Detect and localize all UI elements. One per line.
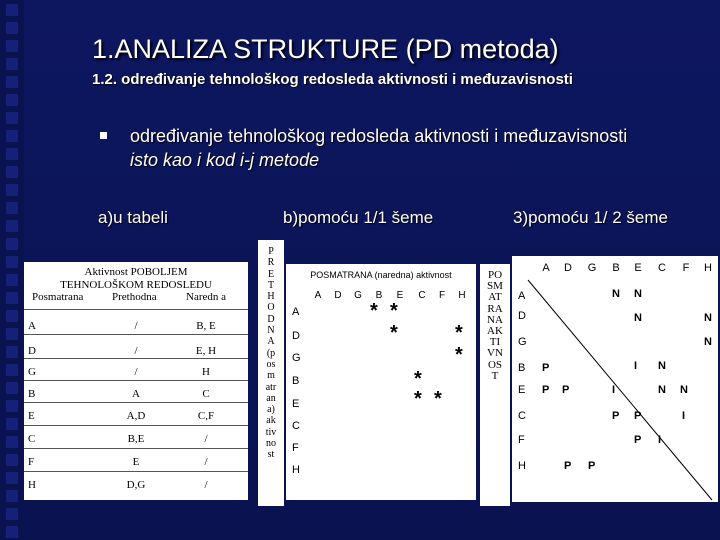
scheme-b-col-header: H [458, 290, 466, 301]
decor-square [6, 310, 18, 322]
slide-subtitle: 1.2. određivanje tehnološkog redosleda aktivnosti i međuzavisnosti [92, 71, 573, 88]
vertical-fragment: O [267, 302, 275, 314]
table-row-divider [24, 448, 248, 449]
table-title-1: Aktivnost POBOLJEM [84, 266, 188, 278]
relation-mark-p: P [634, 434, 642, 446]
decor-square [6, 220, 18, 232]
scheme-c-row-header: B [518, 362, 526, 374]
relation-mark-n: N [658, 360, 666, 372]
table-cell: / [134, 320, 138, 332]
table-cell: / [134, 345, 138, 357]
scheme-c-row-header: E [518, 384, 526, 396]
label-c: 3)pomoću 1/ 2 šeme [513, 208, 668, 227]
table-cell: C,F [197, 410, 215, 422]
decor-square [6, 292, 18, 304]
vertical-fragment: NA [487, 313, 503, 326]
decor-square [6, 490, 18, 502]
decor-square [6, 526, 18, 538]
scheme-c-row-header: F [518, 434, 525, 446]
relation-mark-p: P [634, 410, 642, 422]
scheme-b-col-header: C [418, 290, 426, 301]
relation-mark-i: I [612, 384, 616, 396]
dependency-star: * [390, 322, 398, 344]
scheme-c-row-header: D [518, 310, 526, 322]
vertical-fragment: OS [487, 358, 503, 371]
table-row-divider [24, 380, 248, 381]
scheme-b-col-header: D [334, 290, 342, 301]
table-cell: A [132, 388, 140, 400]
relation-mark-n: N [612, 288, 620, 300]
decor-square [6, 454, 18, 466]
vertical-fragment: D [267, 313, 275, 325]
scheme-c-row-header: A [518, 290, 526, 302]
dependency-star: * [390, 300, 398, 322]
scheme-b-col-header: A [314, 290, 322, 301]
scheme-c-row-header: H [518, 460, 526, 472]
label-a: a)u tabeli [98, 208, 168, 227]
vertical-fragment: P [268, 246, 274, 257]
dependency-star: * [455, 344, 463, 366]
scheme-c-col-header: G [587, 262, 597, 274]
decor-square [6, 418, 18, 430]
table-cell: A [28, 320, 36, 332]
relation-mark-p: P [542, 362, 550, 374]
decor-square [6, 76, 18, 88]
relation-mark-n: N [634, 312, 642, 324]
table-row-divider [24, 425, 248, 426]
slide-title: 1.ANALIZA STRUKTURE (PD metoda) [92, 34, 559, 64]
table-cell: G [28, 366, 36, 378]
vertical-fragment: a) [267, 404, 275, 416]
relation-mark-p: P [542, 384, 550, 396]
decor-square [6, 166, 18, 178]
dependency-star: * [414, 388, 422, 410]
table-title-2: TEHNOLOŠKOM REDOSLEDU [60, 279, 212, 291]
scheme-c-col-header: B [612, 262, 620, 274]
scheme-b-row-header: B [292, 375, 300, 387]
scheme-c-col-header: H [704, 262, 712, 274]
sequence-table [24, 262, 248, 500]
vertical-fragment: os [266, 358, 276, 370]
table-row-divider [24, 334, 248, 335]
scheme-b-row-header: A [292, 306, 300, 318]
decor-square [6, 112, 18, 124]
decor-square [6, 436, 18, 448]
relation-mark-n: N [680, 384, 688, 396]
scheme-c-row-header: C [518, 410, 526, 422]
scheme-b-row-header: C [292, 420, 300, 432]
header-naredna: Naredn a [186, 291, 227, 303]
vertical-fragment: RA [487, 302, 503, 315]
vertical-fragment: an [266, 392, 276, 404]
vertical-fragment: (p [266, 347, 276, 359]
table-cell: H [28, 479, 36, 491]
table-row-divider [24, 402, 248, 403]
scheme-b-row-header: H [292, 464, 300, 476]
decor-square [6, 346, 18, 358]
vertical-fragment: VN [487, 347, 503, 360]
relation-mark-p: P [564, 460, 572, 472]
vertical-fragment: tiv [265, 426, 277, 438]
table-row-divider [24, 358, 248, 359]
table-cell: A,D [126, 410, 146, 422]
decor-square [6, 274, 18, 286]
dependency-star: * [414, 368, 422, 390]
vertical-fragment: no [266, 438, 276, 450]
vertical-fragment: E [267, 268, 275, 280]
dependency-star: * [370, 300, 378, 322]
table-cell: E, H [195, 345, 217, 357]
vertical-fragment: AK [487, 325, 503, 338]
vertical-fragment: PO [487, 269, 503, 281]
decor-square [6, 364, 18, 376]
scheme-c-row-header: G [518, 336, 527, 348]
left-decor-strip [0, 0, 24, 540]
scheme-c-col-header: C [658, 262, 666, 274]
vertical-fragment: A [267, 336, 275, 348]
decor-square [6, 202, 18, 214]
relation-mark-i: I [682, 410, 686, 422]
header-posmatrana: Posmatrana [32, 291, 84, 303]
vertical-fragment: R [267, 257, 275, 269]
scheme-b-vertical-label [258, 240, 284, 506]
relation-mark-n: N [658, 384, 666, 396]
table-cell: / [134, 366, 138, 378]
decor-square [6, 22, 18, 34]
bullet-line-2: isto kao i kod i-j metode [130, 150, 320, 170]
decor-square [6, 94, 18, 106]
scheme-b-col-header: G [354, 290, 362, 301]
table-cell: F [28, 456, 35, 468]
scheme-c-col-header: D [564, 262, 572, 274]
relation-mark-p: P [588, 460, 596, 472]
relation-mark-p: P [562, 384, 570, 396]
relation-mark-i: I [658, 434, 662, 446]
scheme-c-col-header: E [634, 262, 642, 274]
scheme-c-col-header: A [542, 262, 550, 274]
decor-square [6, 4, 18, 16]
scheme-b-title: POSMATRANA (naredna) aktivnost [310, 270, 452, 280]
table-cell: B, E [196, 320, 216, 332]
bullet-marker [100, 132, 107, 139]
bullet-text [130, 124, 627, 172]
relation-mark-n: N [704, 336, 712, 348]
decor-square [6, 40, 18, 52]
vertical-fragment: H [267, 291, 275, 303]
dependency-star: * [434, 388, 442, 410]
decor-square [6, 256, 18, 268]
vertical-fragment: AT [488, 291, 502, 304]
table-cell: E [28, 410, 35, 422]
table-row-divider [24, 309, 248, 310]
vertical-fragment: m [267, 370, 275, 382]
decor-square [6, 58, 18, 70]
relation-mark-p: P [612, 410, 620, 422]
table-cell: C [28, 433, 36, 445]
table-cell: / [204, 456, 208, 468]
decor-square [6, 472, 18, 484]
decor-square [6, 328, 18, 340]
label-b: b)pomoću 1/1 šeme [283, 208, 434, 227]
scheme-b-row-header: G [292, 352, 301, 364]
decor-square [6, 148, 18, 160]
scheme-b-row-header: F [292, 442, 299, 454]
scheme-b-col-header: F [438, 290, 446, 301]
scheme-b-col-header: B [375, 290, 383, 301]
scheme-b-grid [286, 264, 476, 500]
decor-square [6, 184, 18, 196]
scheme-b-col-header: E [396, 290, 404, 301]
table-cell: B [28, 388, 36, 400]
relation-mark-i: I [634, 360, 638, 372]
scheme-b-row-header: D [292, 330, 300, 342]
relation-mark-n: N [704, 312, 712, 324]
vertical-fragment: SM [487, 280, 503, 293]
vertical-fragment: ak [266, 415, 276, 427]
vertical-fragment: T [491, 369, 499, 382]
table-cell: E [132, 456, 140, 468]
header-prethodna: Prethodna [112, 291, 157, 303]
decor-square [6, 508, 18, 520]
decor-square [6, 130, 18, 142]
table-cell: C [202, 388, 210, 400]
vertical-fragment: atr [265, 381, 277, 393]
vertical-fragment: st [267, 449, 275, 461]
decor-square [6, 238, 18, 250]
bullet-line-1: određivanje tehnološkog redosleda aktivnosti i međuzavisnosti [130, 126, 628, 146]
vertical-fragment: T [267, 279, 275, 291]
relation-mark-n: N [634, 288, 642, 300]
table-cell: / [204, 433, 208, 445]
scheme-c-grid [512, 256, 718, 502]
vertical-fragment: TI [489, 336, 501, 349]
dependency-star: * [455, 322, 463, 344]
decor-square [6, 382, 18, 394]
scheme-b-row-header: E [292, 398, 300, 410]
vertical-fragment: N [267, 325, 275, 337]
table-cell: / [204, 479, 208, 491]
table-cell: D [28, 345, 36, 357]
table-cell: H [202, 366, 210, 378]
table-cell: D,G [126, 479, 146, 491]
scheme-c-vertical-label [480, 264, 510, 506]
table-row-divider [24, 471, 248, 472]
decor-square [6, 400, 18, 412]
scheme-c-col-header: F [682, 262, 690, 274]
table-cell: B,E [127, 433, 145, 445]
